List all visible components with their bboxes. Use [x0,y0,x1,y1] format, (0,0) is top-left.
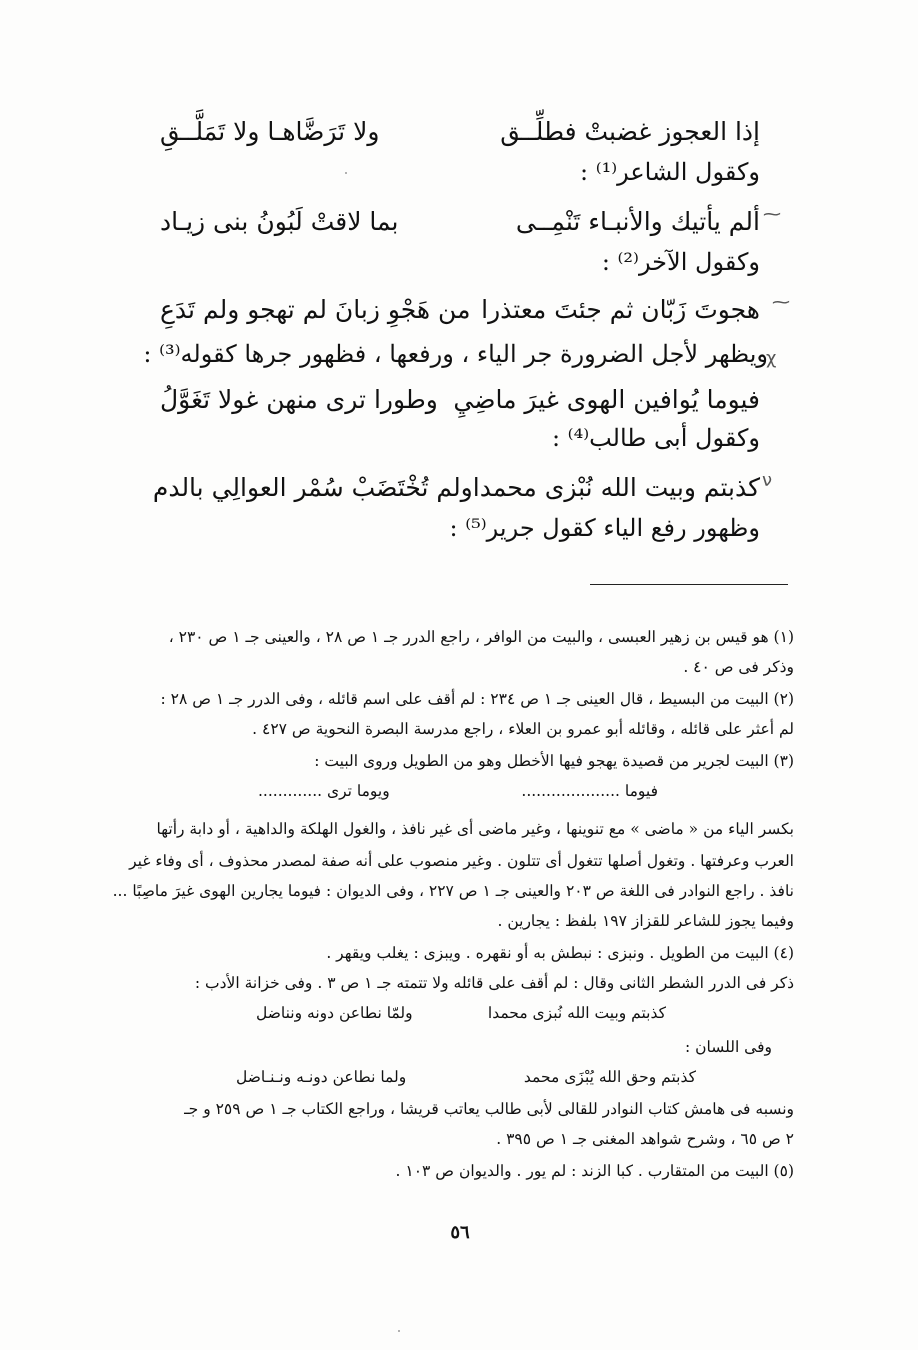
verse-4-second-hemistich: وطورا ترى منهن غولا تَغَوَّلُ [160,384,438,414]
intro-line-3: وكقول الآخر⁽²⁾ : [601,248,760,276]
verse-5-first-hemistich: كذبتم وبيت الله نُبْزى محمدا [472,472,760,502]
verse-line-1 [160,106,760,156]
footnote-4-verse-2-second: ولما نطاعن دونـه ونـنـاضل [236,1068,407,1086]
footnote-3-line-4: نافذ . راجع النوادر فى اللغة ص ٢٠٣ والعينى جـ ١ ص ٢٢٧ ، وفى الديوان : فيوما يجارين الهوى غيرَ ماصِبًا ... [112,882,794,900]
footnote-4-line-2: ذكر فى الدرر الشطر الثانى وقال : لم أقف على قائله ولا تتمته جـ ١ ص ٣ . وفى خزانة الأدب : [194,974,794,992]
footnote-4-verse-1 [256,1004,666,1022]
footnote-4-verse-2 [236,1068,696,1086]
footnote-5-line-1: (٥) البيت من المتقارب . كبا الزند : لم يور . والديوان ص ١٠٣ . [395,1162,794,1180]
footnote-2-line-2: لم أعثر على قائله ، وقائله أبو عمرو بن العلاء ، راجع مدرسة البصرة النحوية ص ٤٢٧ . [252,720,794,738]
footnote-3-line-3: العرب وعرفتها . وتغول أصلها تتغول أى تتلون . وغير منصوب على أنه صفة لمصدر محذوف ، أى وفاء غير [129,852,794,870]
margin-mark-2: ⁓ [772,292,790,313]
verse-line-4 [160,374,760,424]
verse-2-first-hemistich: ألم يأتيك والأنبـاء تَنْمِــى [515,206,760,236]
footnote-3-verse-first: فيوما .................... [521,782,658,800]
footnote-4-verse-2-first: كذبتم وحق الله يُبْزَى محمد [523,1068,696,1086]
verse-line-2 [160,196,760,246]
footnote-3-verse-second: ويوما ترى ............. [258,782,390,800]
verse-line-3 [160,284,760,334]
verse-1-second-hemistich: ولا تَرَضَّاهـا ولا تَمَلَّــقِ [160,116,380,146]
footnote-4-verse-1-first: كذبتم وبيت الله نُبزى محمدا [487,1004,666,1022]
footnote-4-line-3: وفى اللسان : [685,1038,772,1056]
margin-mark-4: ν [762,470,773,491]
verse-5-second-hemistich: ولم تُخْتَضَبْ سُمْر العوالِي بالدم [152,472,473,502]
scan-speck [345,172,347,174]
verse-3-second-hemistich: من هَجْوِ زبانَ لم تهجو ولم تَدَعِ [160,294,471,324]
verse-2-second-hemistich: بما لاقتْ لَبُونُ بنى زيـاد [160,206,399,236]
intro-line-2: وكقول الشاعر⁽¹⁾ : [579,158,760,186]
intro-line-6: وظهور رفع الياء كقول جرير⁽⁵⁾ : [449,514,760,542]
verse-line-5 [152,462,760,512]
footnote-3-line-2: بكسر الياء من « ماضى » مع تنوينها ، وغير ماضى أى غير نافذ ، والغول الهلكة والداهية ، أو دابة رأتها [156,820,794,838]
footnote-4-line-4: ونسبه فى هامش كتاب النوادر للقالى لأبى طالب يعاتب قريشا ، وراجع الكتاب جـ ١ ص ٢٥٩ و جـ [184,1100,794,1118]
footnote-2-line-1: (٢) البيت من البسيط ، قال العينى جـ ١ ص ٢٣٤ : لم أقف على اسم قائله ، وفى الدرر جـ ١ ص ٢٨ : [160,690,794,708]
margin-mark-1: ⁓ [763,204,781,225]
verse-1-first-hemistich: إذا العجوز غضبتْ فطلِّــق [500,116,760,146]
footnote-3-line-5: وفيما يجوز للشاعر للقزاز ١٩٧ بلفظ : يجارين . [497,912,794,930]
footnote-1-line-1: (١) هو قيس بن زهير العبسى ، والبيت من الوافر ، راجع الدرر جـ ١ ص ٢٨ ، والعينى جـ ١ ص ٢٣٠ ، [168,628,794,646]
intro-line-4: ويظهر لأجل الضرورة جر الياء ، ورفعها ، فظهور جرها كقوله⁽³⁾ : [143,340,768,368]
page-number: ٥٦ [450,1222,470,1243]
footnote-3-verse [258,782,658,800]
footnote-3-line-1: (٣) البيت لجرير من قصيدة يهجو فيها الأخطل وهو من الطويل وروى البيت : [314,752,794,770]
scan-speck [398,1330,400,1332]
footnote-4-line-5: ٢ ص ٦٥ ، وشرح شواهد المغنى جـ ١ ص ٣٩٥ . [496,1130,794,1148]
verse-4-first-hemistich: فيوما يُوافين الهوى غيرَ ماضِيِ [453,384,760,414]
verse-3-first-hemistich: هجوتَ زَبّان ثم جئتَ معتذرا [481,294,760,324]
footnote-4-verse-1-second: ولمّا نطاعن دونه ونناضل [256,1004,413,1022]
footnote-separator [590,584,788,585]
margin-mark-3: χ [766,348,777,369]
intro-line-5: وكقول أبى طالب⁽⁴⁾ : [551,424,760,452]
footnote-1-line-2: وذكر فى ص ٤٠ . [683,658,794,676]
footnote-4-line-1: (٤) البيت من الطويل . ونبزى : نبطش به أو نقهره . ويبزى : يغلب ويقهر . [326,944,794,962]
